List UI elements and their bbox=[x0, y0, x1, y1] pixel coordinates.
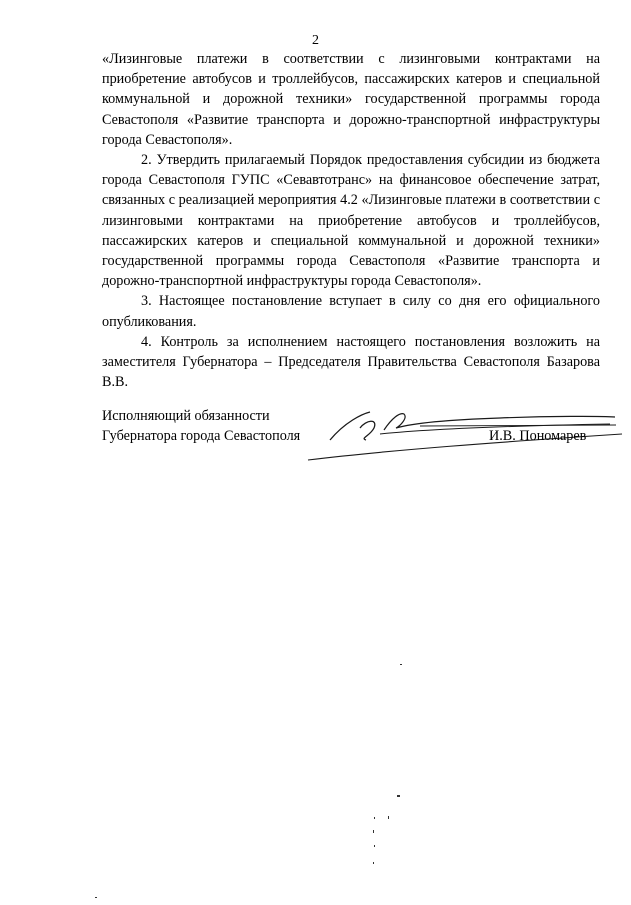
scan-speck bbox=[400, 664, 402, 665]
paragraph-2: 2. Утвердить прилагаемый Порядок предоставления субсидии из бюджета города Севастополя ГУПС «Севавтотранс» на финансовое обеспечение затрат, связанных с реализацией мероприятия 4.2 «Лизинговые платежи в соответствии с лизинговыми контрактами на приобретение автобусов и троллейбусов, пассажирских катеров и специальной коммунальной и дорожной техники» государственной программы города Севастополя «Развитие транспорта и дорожно-транспортной инфраструктуры города Севастополя». bbox=[102, 152, 600, 290]
scan-speck bbox=[374, 817, 375, 819]
scan-speck bbox=[373, 830, 374, 833]
scan-speck bbox=[388, 816, 389, 819]
scan-speck bbox=[374, 845, 375, 847]
paragraph-4: 4. Контроль за исполнением настоящего постановления возложить на заместителя Губернатора – Председателя Правительства Севастополя Базарова В.В. bbox=[102, 333, 600, 391]
scan-speck bbox=[95, 897, 97, 898]
paragraph-1: «Лизинговые платежи в соответствии с лизинговыми контрактами на приобретение автобусов и троллейбусов, пассажирских катеров и специальной коммунальной и дорожной техники» государственной программы города Севастополя «Развитие транспорта и дорожно-транспортной инфраструктуры города Севастополя». bbox=[102, 51, 600, 148]
signatory-title bbox=[102, 406, 300, 446]
page-number: 2 bbox=[312, 33, 319, 48]
scan-speck bbox=[397, 795, 400, 797]
document-body bbox=[102, 49, 600, 392]
signatory-name: И.В. Пономарев bbox=[489, 428, 587, 444]
signatory-title-line2: Губернатора города Севастополя bbox=[102, 428, 301, 445]
signatory-title-line1: Исполняющий обязанности bbox=[102, 408, 270, 424]
scan-speck bbox=[373, 862, 374, 864]
paragraph-3: 3. Настоящее постановление вступает в силу со дня его официального опубликования. bbox=[102, 293, 600, 330]
